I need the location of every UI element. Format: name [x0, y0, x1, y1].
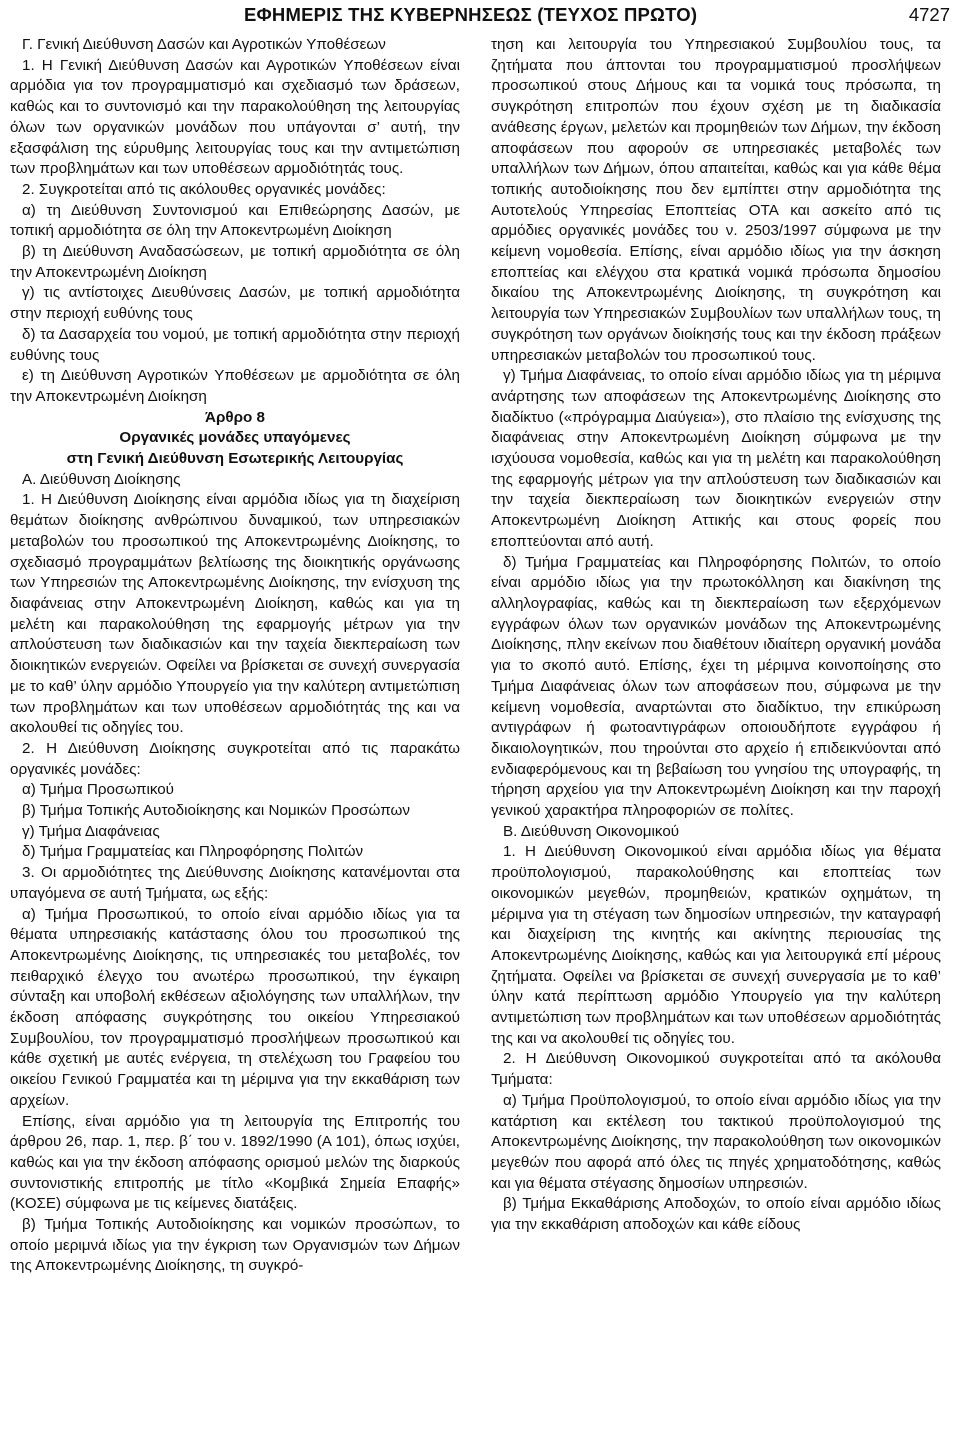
- paragraph: 3. Οι αρμοδιότητες της Διεύθυνσης Διοίκησης κατανέμονται στα υπαγόμενα σε αυτή Τμήματα, ως εξής:: [10, 864, 460, 902]
- paragraph: δ) Τμήμα Γραμματείας και Πληροφόρησης Πολιτών, το οποίο είναι αρμόδιο ιδίως για την πρωτοκόλληση και διακίνηση της αλληλογραφίας, καθώς και τη διεκπεραίωση των εξερχόμενων εγγράφων όλων των οργανικών μονάδων της Αποκεντρωμένης Διοίκησης, πλην εκείνων που διαθέτουν ιδιαίτερη οργανική μονάδα για το σκοπό αυτό. Επίσης, έχει τη μέριμνα κοινοποίησης στο Τμήμα Διαφάνειας όλων των αποφάσεων που, σύμφωνα με την κείμενη νομοθεσία, αναρτώνται στο διαδίκτυο, την επικύρωση αντιγράφων ή φωτοαντιγράφων οποιουδήποτε εγγράφου ή δικαιολογητικών, που τηρούνται στο αρχείο ή επιδεικνύονται από ενδιαφερόμενους και τη βεβαίωση του γνησίου της υπογραφής, τη τήρηση αρχείου για την Αποκεντρωμένη Διοίκηση και την παροχή γενικού χαρακτήρα πληροφοριών σε πολίτες.: [491, 553, 941, 820]
- gazette-title: ΕΦΗΜΕΡΙΣ ΤΗΣ ΚΥΒΕΡΝΗΣΕΩΣ (ΤΕΥΧΟΣ ΠΡΩΤΟ): [244, 4, 698, 25]
- list-item: β) τη Διεύθυνση Αναδασώσεων, με τοπική αρμοδιότητα σε όλη την Αποκεντρωμένη Διοίκηση: [10, 243, 460, 281]
- page-number: 4727: [908, 4, 950, 25]
- section-heading-g: Γ. Γενική Διεύθυνση Δασών και Αγροτικών Υποθέσεων: [22, 36, 386, 53]
- list-item: α) Τμήμα Προσωπικού: [22, 781, 174, 799]
- list-item: ε) τη Διεύθυνση Αγροτικών Υποθέσεων με αρμοδιότητα σε όλη την Αποκεντρωμένη Διοίκηση: [10, 367, 460, 405]
- right-column: [491, 35, 941, 1236]
- page-header: [0, 0, 960, 36]
- paragraph: 1. Η Διεύθυνση Διοίκησης είναι αρμόδια ιδίως για τη διαχείριση θεμάτων διοίκησης ανθρώπινου δυναμικού, των υπηρεσιακών μεταβολών του προσωπικού της Αποκεντρωμένης Διοίκησης, το σχεδιασμό προγραμμάτων βελτίωσης της διοικητικής οργάνωσης των Υπηρεσιών της Αποκεντρωμένης Διοίκησης, την ενίσχυση της διαφάνειας στην Αποκεντρωμένη Διοίκηση, καθώς και για τη μελέτη και παρακολούθηση της εφαρμογής μέτρων για την απλούστευση των διαδικασιών και την ταχεία διεκπεραίωση των διοικητικών ενεργειών. Οφείλει να βρίσκεται σε συνεχή συνεργασία με το καθ’ ύλην αρμόδιο Υπουργείο για την καλύτερη αντιμετώπιση των προβλημάτων και των υποθέσεων αρμοδιότητάς της και να ακολουθεί τις οδηγίες του.: [10, 491, 460, 737]
- article-label: Άρθρο 8: [205, 408, 265, 426]
- article-title: [10, 428, 460, 469]
- paragraph: 1. Η Διεύθυνση Οικονομικού είναι αρμόδια ιδίως για θέματα προϋπολογισμού, παρακολούθησης και εποπτείας των οικονομικών μεγεθών, προμηθειών, κρατικών οχημάτων, τη μέριμνα για τη στέγαση των δημοσίων υπηρεσιών, την καταγραφή και διαχείριση της κινητής και ακίνητης περιουσίας της Αποκεντρωμένης Διοίκησης, καθώς και για λειτουργικά επί μέρους ζητήματα. Οφείλει να βρίσκεται σε συνεχή συνεργασία με το καθ’ ύλην κατά περίπτωση αρμόδιο Υπουργείο για την καλύτερη αντιμετώπιση των προβλημάτων και των υποθέσεων αρμοδιότητάς της και να ακολουθεί τις οδηγίες του.: [491, 843, 941, 1047]
- list-item: α) Τμήμα Προϋπολογισμού, το οποίο είναι αρμόδιο ιδίως για την κατάρτιση και εκτέλεση του τακτικού προϋπολογισμού της Αποκεντρωμένης Διοίκησης, την παρακολούθηση των οικονομικών μεγεθών που αφορά από όλες τις πηγές χρηματοδότησης, καθώς και για θέματα στέγασης δημοσίων υπηρεσιών.: [491, 1091, 941, 1192]
- list-item: γ) Τμήμα Διαφάνειας: [22, 822, 160, 840]
- list-item: β) Τμήμα Εκκαθάρισης Αποδοχών, το οποίο είναι αρμόδιο ιδίως για την εκκαθάριση αποδοχών και κάθε είδους: [491, 1195, 941, 1234]
- paragraph: 2. Συγκροτείται από τις ακόλουθες οργανικές μονάδες:: [22, 180, 386, 198]
- left-column: [10, 35, 460, 1277]
- paragraph: 2. Η Διεύθυνση Διοίκησης συγκροτείται από τις παρακάτω οργανικές μονάδες:: [10, 739, 460, 778]
- paragraph: α) Τμήμα Προσωπικού, το οποίο είναι αρμόδιο ιδίως για τα θέματα υπηρεσιακής κατάστασης όλου του προσωπικού της Αποκεντρωμένης Διοίκησης, τις υπηρεσιακές του μεταβολές, τον πειθαρχικό έλεγχο του ανωτέρω προσωπικού, την έγκαιρη σύνταξη και υποβολή εκθέσεων αξιολόγησης των υπαλλήλων, την έκδοση απόφασης συγκρότησης του οικείου Υπηρεσιακού Συμβουλίου, τον προγραμματισμό προσλήψεων προσωπικού και κάθε σχετική με αυτές ενέργεια, τη στελέχωση του Γραφείου του οικείου Γενικού Γραμματέα και τη μέριμνα για την εκκαθάριση των αρχείων.: [10, 905, 460, 1109]
- list-item: γ) τις αντίστοιχες Διευθύνσεις Δασών, με τοπική αρμοδιότητα στην περιοχή ευθύνης τους: [10, 284, 460, 323]
- paragraph: β) Τμήμα Τοπικής Αυτοδιοίκησης και νομικών προσώπων, το οποίο μεριμνά ιδίως για την έγκριση των Οργανισμών των Δήμων της Αποκεντρωμένης Διοίκησης, τη συγκρό-: [10, 1216, 460, 1275]
- article-title-line2: στη Γενική Διεύθυνση Εσωτερικής Λειτουργίας: [66, 450, 404, 468]
- paragraph: γ) Τμήμα Διαφάνειας, το οποίο είναι αρμόδιο ιδίως για τη μέριμνα ανάρτησης των αποφάσεων της Αποκεντρωμένης Διοίκησης στο διαδίκτυο («πρόγραμμα Διαύγεια»), στο πλαίσιο της ενίσχυσης της διαφάνειας στην Αποκεντρωμένη Διοίκηση σύμφωνα με την ισχύουσα νομοθεσία, καθώς και για τη μελέτη και παρακολούθηση της εφαρμογής μέτρων για την απλούστευση των διαδικασιών και την ταχεία διεκπεραίωση των διοικητικών ενεργειών στην Αποκεντρωμένη Διοίκηση Αττικής και στους φορείς που εποπτεύονται από αυτή.: [491, 367, 941, 550]
- list-item: β) Τμήμα Τοπικής Αυτοδιοίκησης και Νομικών Προσώπων: [22, 802, 410, 820]
- paragraph: 1. Η Γενική Διεύθυνση Δασών και Αγροτικών Υποθέσεων είναι αρμόδια για τον προγραμματισμό και σχεδιασμό των δράσεων, καθώς και το συντονισμό και την παρακολούθηση της λειτουργίας όλων των οργανικών μονάδων που υπάγονται σ’ αυτή, την εξασφάλιση της εύρυθμης λειτουργίας τους και την αντιμετώπιση των προβλημάτων και των υποθέσεων αρμοδιότητάς τους.: [10, 56, 460, 178]
- paragraph: τηση και λειτουργία του Υπηρεσιακού Συμβουλίου τους, τα ζητήματα που άπτονται του προγραμματισμού προσλήψεων προσωπικού στους Δήμους και τα νομικά τους πρόσωπα, τη συγκρότηση επιτροπών που έχουν σχέση με τη διαδικασία ανάθεσης έργων, μελετών και προμηθειών των Δήμων, την έκδοση αποφάσεων που αφορούν σε υπηρεσιακές μεταβολές των υπαλλήλων των Δήμων, όπου απαιτείται, καθώς και για κάθε θέμα τοπικής αυτοδιοίκησης που δεν εμπίπτει στην αρμοδιότητα της Αυτοτελούς Υπηρεσίας Εποπτείας ΟΤΑ και ασκείτο από τις αρμόδιες οργανικές μονάδες του ν. 2503/1997 σύμφωνα με την κείμενη νομοθεσία. Επίσης, είναι αρμόδιο ιδίως για την άσκηση εποπτείας και ελέγχου στα κρατικά νομικά πρόσωπα δημοσίου δικαίου της Αποκεντρωμένης Διοίκησης, τη συγκρότηση και λειτουργία των Υπηρεσιακών Συμβουλίων των υπαλλήλων τους, τη συγκρότηση των οργάνων διοίκησής τους και την έκδοση πράξεων υπηρεσιακών μεταβολών του προσωπικού τους.: [491, 36, 941, 364]
- list-item: δ) τα Δασαρχεία του νομού, με τοπική αρμοδιότητα στην περιοχή ευθύνης τους: [10, 325, 460, 364]
- paragraph: Επίσης, είναι αρμόδιο για τη λειτουργία της Επιτροπής του άρθρου 26, παρ. 1, περ. β΄ του ν. 1892/1990 (Α 101), όπως ισχύει, καθώς και για την έκδοση απόφασης ορισμού μελών της διαρκούς συντονιστικής επιτροπής με τίτλο «Κομβικά Σημεία Επαφής» (ΚΟΣΕ) σύμφωνα με τις κείμενες διατάξεις.: [10, 1112, 460, 1213]
- paragraph: 2. Η Διεύθυνση Οικονομικού συγκροτείται από τα ακόλουθα Τμήματα:: [491, 1050, 941, 1089]
- list-item: α) τη Διεύθυνση Συντονισμού και Επιθεώρησης Δασών, με τοπική αρμοδιότητα σε όλη την Αποκεντρωμένη Διοίκηση: [10, 201, 460, 240]
- section-heading-b: Β. Διεύθυνση Οικονομικού: [503, 822, 680, 840]
- article-title-line1: Οργανικές μονάδες υπαγόμενες: [119, 429, 351, 447]
- section-heading-a: Α. Διεύθυνση Διοίκησης: [22, 470, 181, 488]
- list-item: δ) Τμήμα Γραμματείας και Πληροφόρησης Πολιτών: [22, 843, 364, 861]
